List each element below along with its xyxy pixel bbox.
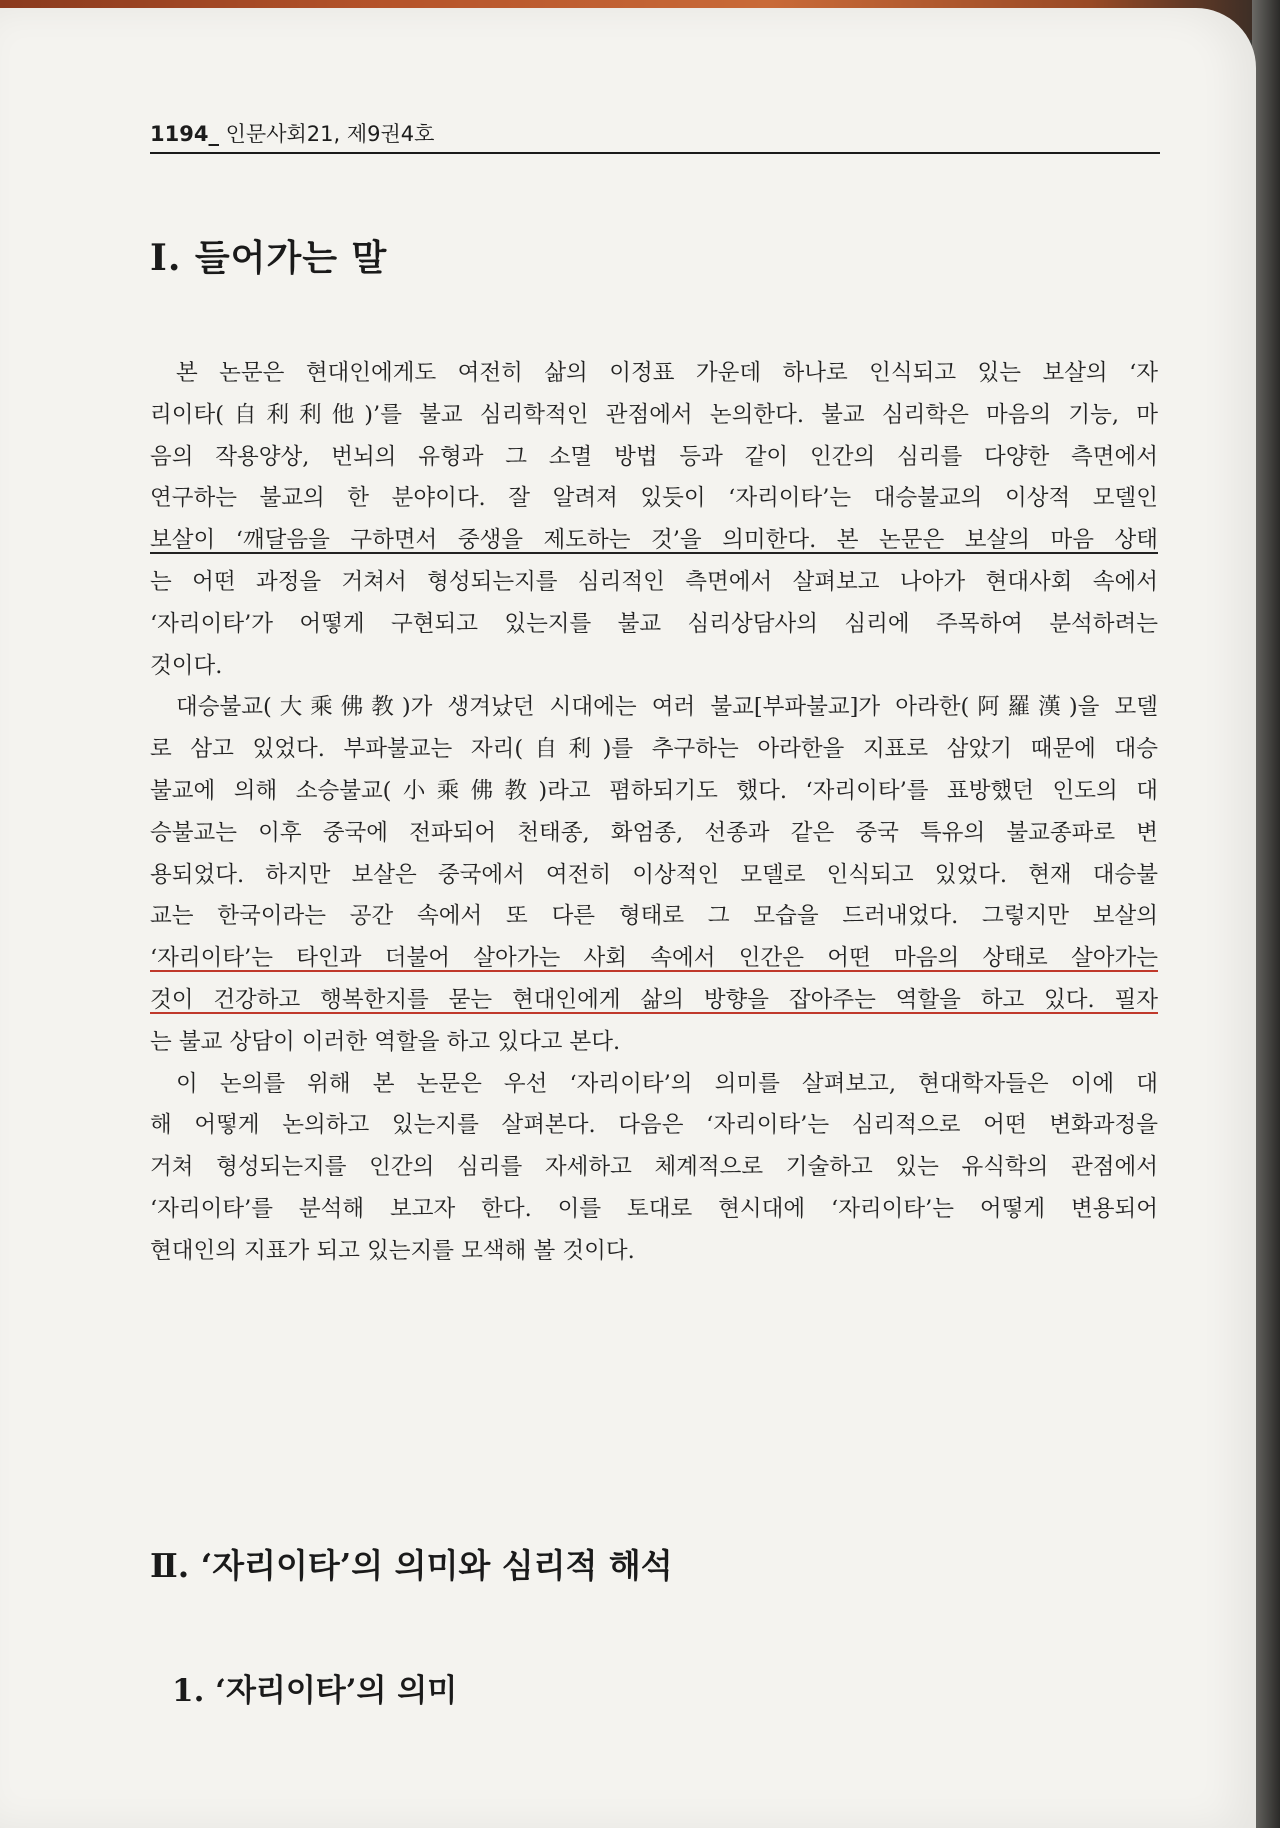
text-line: 현대인의 지표가 되고 있는지를 모색해 볼 것이다. bbox=[150, 1237, 635, 1264]
body-text bbox=[150, 353, 1158, 1273]
photo-background-right bbox=[1252, 0, 1280, 1828]
text-line: 불교에 의해 소승불교(小乘佛教)라고 폄하되기도 했다. ‘자리이타’를 표방했던 인도의 대 bbox=[150, 777, 1158, 804]
page-number: 1194_ bbox=[150, 122, 219, 146]
text-line: 교는 한국이라는 공간 속에서 또 다른 형태로 그 모습을 드러내었다. 그렇지만 보살의 bbox=[150, 903, 1158, 930]
text-line: 대승불교(大乘佛教)가 생겨났던 시대에는 여러 불교[부파불교]가 아라한(阿羅漢)을 모델 bbox=[176, 694, 1158, 721]
text-line: 승불교는 이후 중국에 전파되어 천태종, 화엄종, 선종과 같은 중국 특유의 불교종파로 변 bbox=[150, 819, 1158, 846]
running-header bbox=[150, 118, 1160, 154]
text-line: ‘자리이타’를 분석해 보고자 한다. 이를 토대로 현시대에 ‘자리이타’는 어떻게 변용되어 bbox=[150, 1195, 1158, 1222]
journal-title: 인문사회21, 제9권4호 bbox=[225, 122, 435, 146]
text-line: 것이다. bbox=[150, 652, 223, 679]
text-line-underlined: 것이 건강하고 행복한지를 묻는 현대인에게 삶의 방향을 잡아주는 역할을 하고 있다. 필자 bbox=[150, 986, 1158, 1013]
text-line: ‘자리이타’가 어떻게 구현되고 있는지를 불교 심리상담사의 심리에 주목하여 분석하려는 bbox=[150, 610, 1158, 637]
text-line: 해 어떻게 논의하고 있는지를 살펴본다. 다음은 ‘자리이타’는 심리적으로 어떤 변화과정을 bbox=[150, 1112, 1158, 1139]
section-1-heading: I. 들어가는 말 bbox=[150, 237, 388, 279]
text-line: 리이타(自利利他)’를 불교 심리학적인 관점에서 논의한다. 불교 심리학은 마음의 기능, 마 bbox=[150, 401, 1158, 428]
text-line-underlined: 보살이 ‘깨달음을 구하면서 중생을 제도하는 것’을 의미한다. 본 논문은 보살의 마음 상태 bbox=[150, 527, 1158, 554]
text-line: 는 어떤 과정을 거쳐서 형성되는지를 심리적인 측면에서 살펴보고 나아가 현대사회 속에서 bbox=[150, 568, 1158, 595]
text-line-underlined: ‘자리이타’는 타인과 더불어 살아가는 사회 속에서 인간은 어떤 마음의 상태로 살아가는 bbox=[150, 945, 1158, 972]
text-line: 이 논의를 위해 본 논문은 우선 ‘자리이타’의 의미를 살펴보고, 현대학자들은 이에 대 bbox=[176, 1070, 1158, 1097]
text-line: 연구하는 불교의 한 분야이다. 잘 알려져 있듯이 ‘자리이타’는 대승불교의 이상적 모델인 bbox=[150, 485, 1158, 512]
text-line: 로 삼고 있었다. 부파불교는 자리(自利)를 추구하는 아라한을 지표로 삼았기 때문에 대승 bbox=[150, 736, 1158, 763]
text-line: 음의 작용양상, 번뇌의 유형과 그 소멸 방법 등과 같이 인간의 심리를 다양한 측면에서 bbox=[150, 443, 1158, 470]
text-line: 거쳐 형성되는지를 인간의 심리를 자세하고 체계적으로 기술하고 있는 유식학의 관점에서 bbox=[150, 1154, 1158, 1181]
text-line: 본 논문은 현대인에게도 여전히 삶의 이정표 가운데 하나로 인식되고 있는 보살의 ‘자 bbox=[176, 360, 1158, 386]
text-line: 는 불교 상담이 이러한 역할을 하고 있다고 본다. bbox=[150, 1028, 621, 1055]
subsection-1-heading: 1. ‘자리이타’의 의미 bbox=[172, 1673, 458, 1709]
section-2-heading: Ⅱ. ‘자리이타’의 의미와 심리적 해석 bbox=[150, 1546, 673, 1585]
text-line: 용되었다. 하지만 보살은 중국에서 여전히 이상적인 모델로 인식되고 있었다. 현재 대승불 bbox=[150, 861, 1158, 888]
